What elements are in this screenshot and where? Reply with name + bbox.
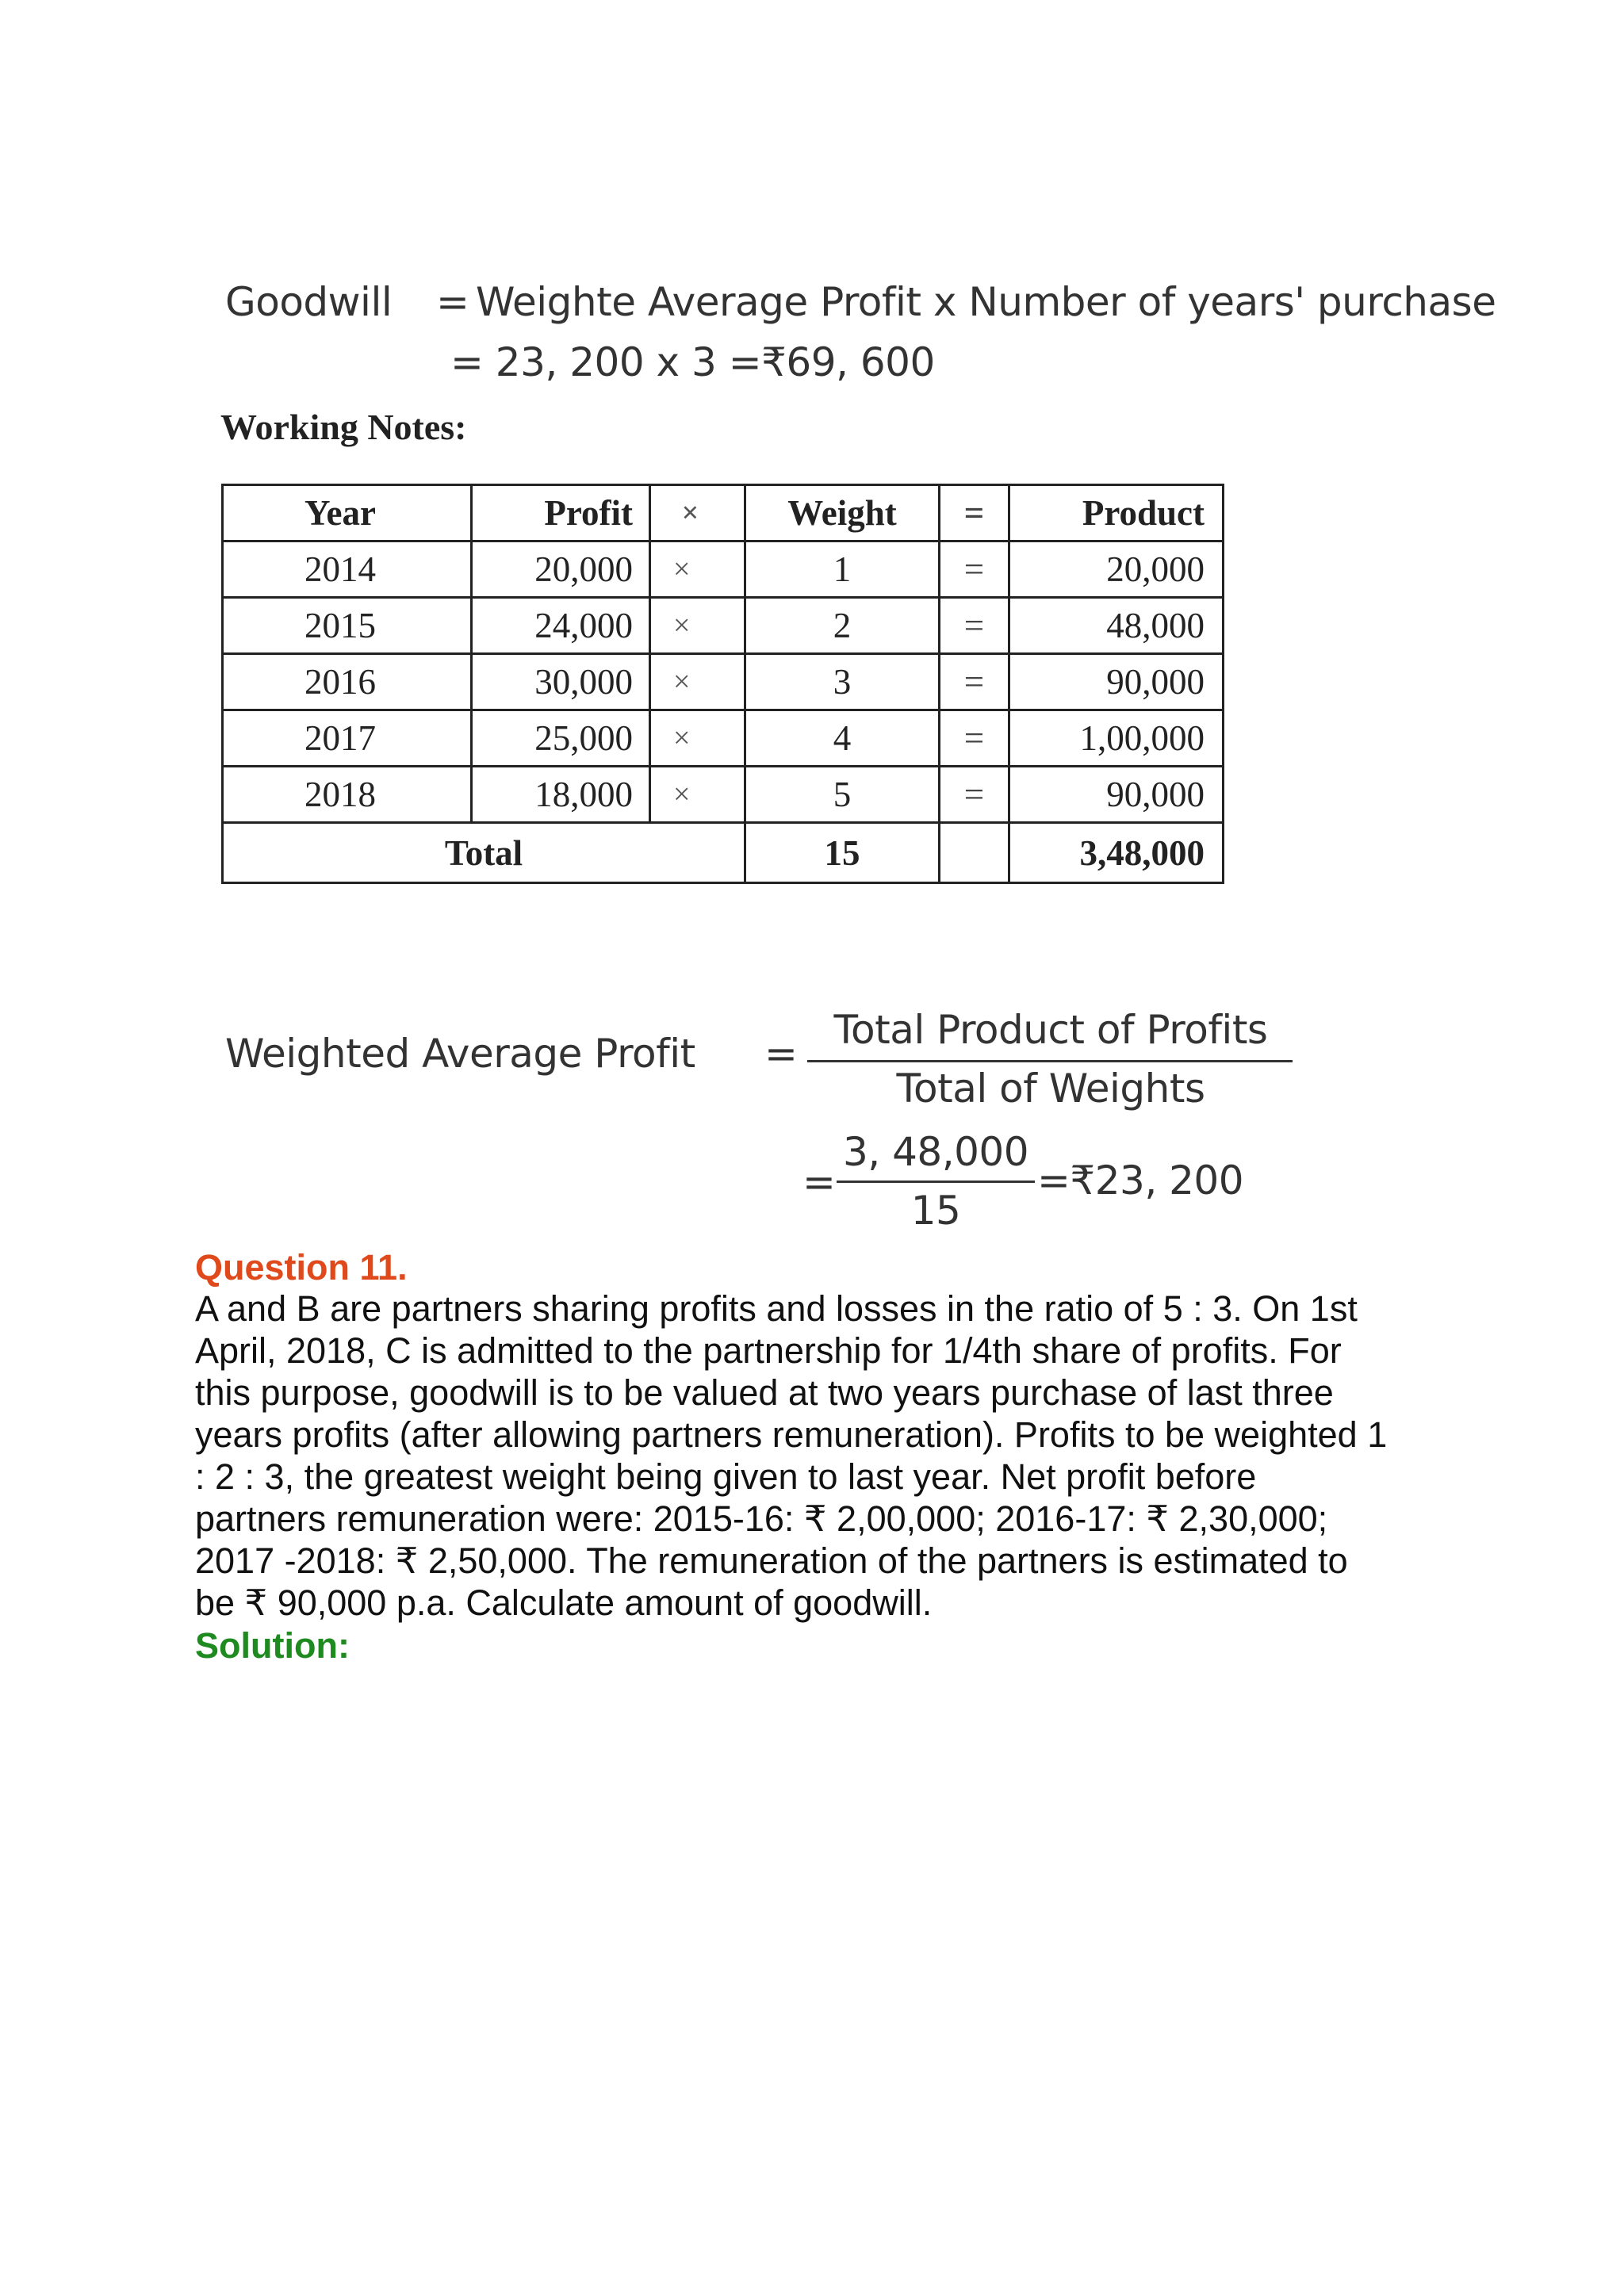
cell-equals: = — [940, 710, 1009, 767]
wap-equals: = — [764, 1031, 798, 1077]
total-product: 3,48,000 — [1009, 823, 1224, 883]
wap-result: =₹23, 200 — [1037, 1158, 1244, 1203]
question-line: : 2 : 3, the greatest weight being given to last year. Net profit before — [195, 1456, 1257, 1497]
wap-label: Weighted Average Profit — [225, 1031, 695, 1077]
wap-denominator-value: 15 — [910, 1188, 961, 1234]
cell-year: 2017 — [223, 710, 472, 767]
wap-fraction-bar — [807, 1060, 1293, 1062]
goodwill-expression: Weighte Average Profit x Number of years' purchase — [476, 279, 1496, 325]
cell-times: × — [650, 767, 745, 823]
weighted-profit-table — [221, 484, 1224, 884]
cell-product: 1,00,000 — [1009, 710, 1224, 767]
question-line: partners remuneration were: 2015-16: ₹ 2,00,000; 2016-17: ₹ 2,30,000; — [195, 1498, 1328, 1539]
question-line: years profits (after allowing partners remuneration). Profits to be weighted 1 — [195, 1414, 1388, 1455]
cell-equals: = — [940, 598, 1009, 654]
header-times: × — [650, 485, 745, 541]
solution-label: Solution: — [195, 1625, 350, 1666]
cell-profit: 20,000 — [472, 541, 650, 598]
cell-weight: 3 — [745, 654, 940, 710]
wap-equals-2: = — [802, 1159, 836, 1205]
cell-weight: 1 — [745, 541, 940, 598]
table-row — [223, 767, 1224, 823]
header-profit: Profit — [472, 485, 650, 541]
goodwill-calculation: = 23, 200 x 3 =₹69, 600 — [450, 339, 935, 385]
working-notes-title: Working Notes: — [220, 407, 467, 447]
total-weight: 15 — [745, 823, 940, 883]
cell-equals: = — [940, 654, 1009, 710]
question-text — [195, 1288, 1464, 1624]
cell-product: 48,000 — [1009, 598, 1224, 654]
header-equals: = — [940, 485, 1009, 541]
cell-profit: 25,000 — [472, 710, 650, 767]
cell-year: 2016 — [223, 654, 472, 710]
wap-numerator: Total Product of Profits — [833, 1007, 1268, 1053]
header-year: Year — [223, 485, 472, 541]
goodwill-label: Goodwill — [225, 279, 393, 325]
question-title: Question 11. — [195, 1247, 408, 1288]
goodwill-equals: = — [436, 279, 469, 325]
cell-year: 2014 — [223, 541, 472, 598]
wap-value-fraction-bar — [837, 1181, 1035, 1183]
table-row — [223, 541, 1224, 598]
cell-profit: 30,000 — [472, 654, 650, 710]
question-line: be ₹ 90,000 p.a. Calculate amount of goodwill. — [195, 1582, 933, 1623]
cell-year: 2018 — [223, 767, 472, 823]
cell-times: × — [650, 710, 745, 767]
cell-times: × — [650, 654, 745, 710]
total-blank — [940, 823, 1009, 883]
cell-profit: 24,000 — [472, 598, 650, 654]
cell-weight: 4 — [745, 710, 940, 767]
question-line: this purpose, goodwill is to be valued at two years purchase of last three — [195, 1372, 1334, 1413]
cell-weight: 5 — [745, 767, 940, 823]
header-weight: Weight — [745, 485, 940, 541]
question-line: A and B are partners sharing profits and losses in the ratio of 5 : 3. On 1st — [195, 1288, 1358, 1329]
table-row — [223, 710, 1224, 767]
cell-weight: 2 — [745, 598, 940, 654]
wap-numerator-value: 3, 48,000 — [842, 1129, 1029, 1175]
question-line: April, 2018, C is admitted to the partnership for 1/4th share of profits. For — [195, 1330, 1342, 1371]
cell-year: 2015 — [223, 598, 472, 654]
cell-product: 90,000 — [1009, 654, 1224, 710]
cell-product: 90,000 — [1009, 767, 1224, 823]
cell-times: × — [650, 541, 745, 598]
table-row — [223, 598, 1224, 654]
cell-times: × — [650, 598, 745, 654]
cell-profit: 18,000 — [472, 767, 650, 823]
total-label: Total — [223, 823, 745, 883]
wap-denominator: Total of Weights — [896, 1066, 1205, 1112]
table-row — [223, 654, 1224, 710]
table-header-row — [223, 485, 1224, 541]
cell-equals: = — [940, 767, 1009, 823]
question-line: 2017 -2018: ₹ 2,50,000. The remuneration of the partners is estimated to — [195, 1540, 1348, 1581]
cell-equals: = — [940, 541, 1009, 598]
cell-product: 20,000 — [1009, 541, 1224, 598]
header-product: Product — [1009, 485, 1224, 541]
table-total-row — [223, 823, 1224, 883]
